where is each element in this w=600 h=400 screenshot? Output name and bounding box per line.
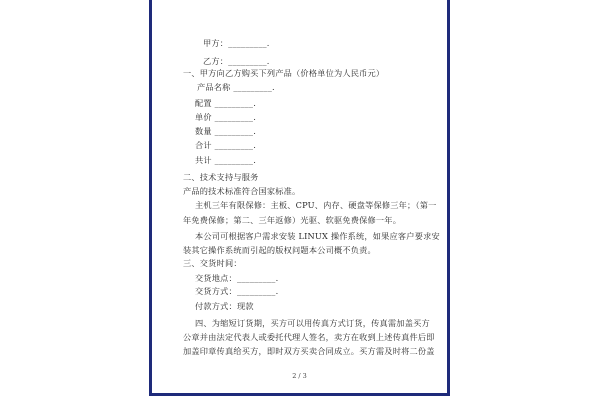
- field-unit-price: 单价 _________.: [195, 112, 257, 122]
- party-b-line: 乙方：_________.: [203, 56, 270, 66]
- payment-method: 付款方式：现款: [195, 301, 254, 311]
- party-a-line: 甲方：_________.: [203, 38, 270, 48]
- section-4-line-2: 公章并由法定代表人或委托代理人签名，卖方在收到上述传真件后即: [183, 332, 435, 342]
- section-4-line-3: 加盖印章传真给买方，即时双方买卖合同成立。买方需及时将二份盖: [183, 346, 435, 356]
- section-1-title: 一、甲方向乙方购买下列产品（价格单位为人民币元）: [183, 68, 385, 78]
- section-3-title: 三、交货时间：: [183, 258, 242, 268]
- section-2-line-1: 产品的技术标准符合国家标准。: [183, 186, 301, 196]
- section-2-title: 二、技术支持与服务: [183, 172, 259, 182]
- section-2-line-2: 主机三年有限保修：主板、CPU、内存、硬盘等保修三年；（第一: [195, 200, 437, 210]
- field-total: 共计 _________.: [195, 155, 257, 165]
- field-quantity: 数量 _________.: [195, 126, 257, 136]
- document-page: [152, 0, 447, 393]
- delivery-location: 交货地点：_________.: [195, 273, 279, 283]
- section-4-line-1: 四、为缩短订货期，买方可以用传真方式订货，传真需加盖买方: [195, 318, 430, 328]
- delivery-method: 交货方式：_________.: [195, 286, 279, 296]
- field-configuration: 配置 _________.: [195, 98, 257, 108]
- field-product-name: 产品名称 _________.: [197, 82, 275, 92]
- section-2-line-5: 装其它操作系统而引起的版权问题本公司概不负责。: [183, 245, 376, 255]
- page-number: 2 / 3: [292, 372, 307, 380]
- field-subtotal: 合计 _________.: [195, 140, 257, 150]
- section-2-line-4: 本公司可根据客户需求安装 LINUX 操作系统，如果应客户要求安: [195, 231, 440, 241]
- document-page-frame: [149, 0, 450, 396]
- section-2-line-3: 年免费保修；第二、三年返修）光驱、软驱免费保修一年。: [183, 215, 402, 225]
